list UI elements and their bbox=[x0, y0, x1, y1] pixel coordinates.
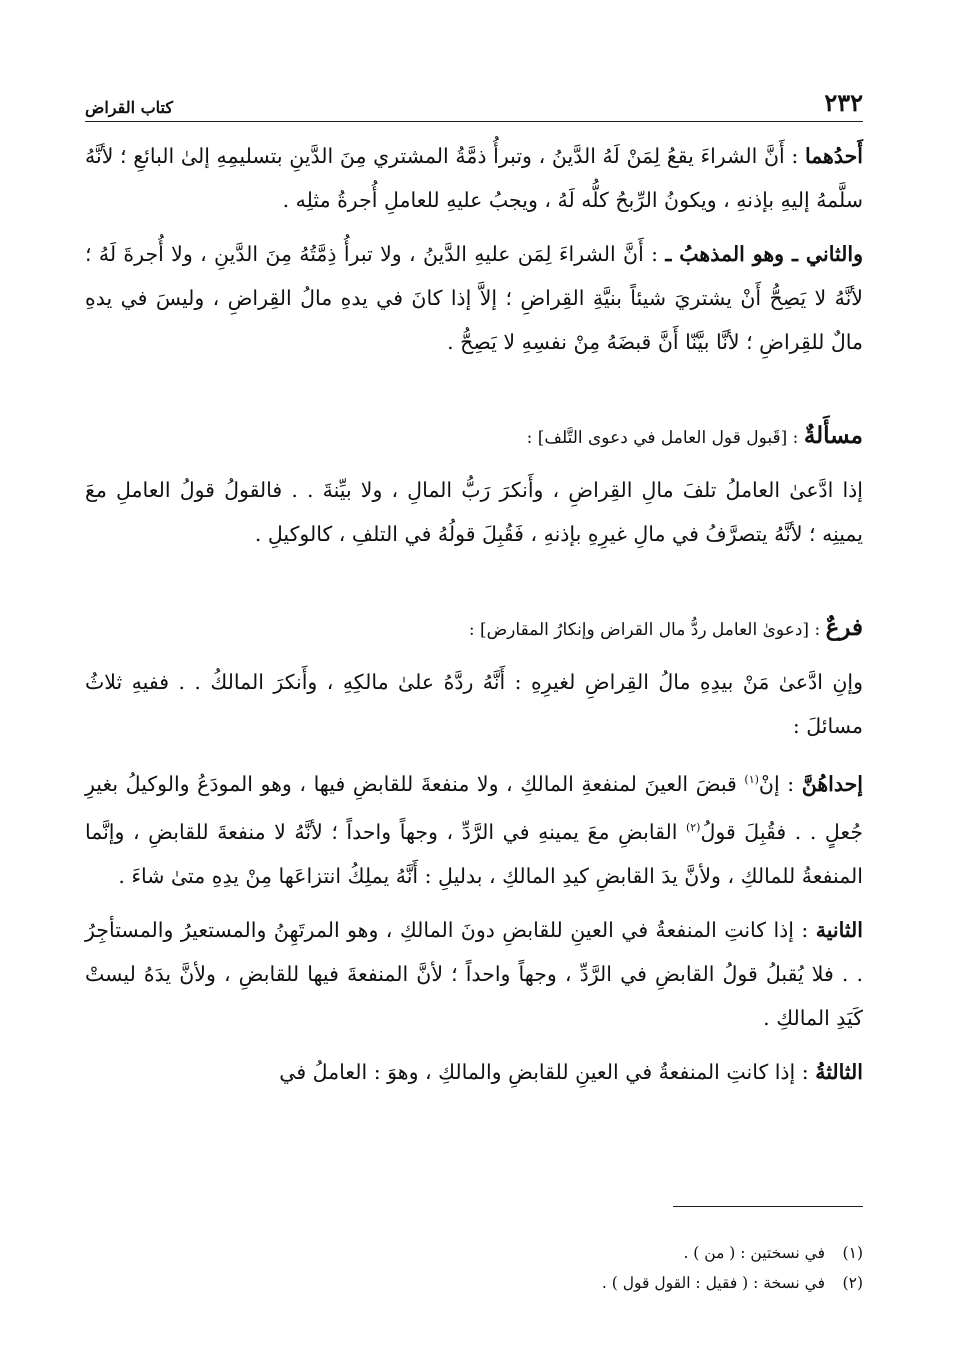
heading-title: : [قَبول قول العامل في دعوى التَّلف] : bbox=[526, 428, 804, 448]
paragraph-case-one bbox=[85, 758, 863, 898]
footnote-ref[interactable]: (١) bbox=[744, 773, 759, 786]
footnote-number: (١) bbox=[842, 1244, 863, 1262]
paragraph-text: وإنِ ادَّعىٰ مَنْ بيدِهِ مالُ القِراضِ لغيرِهِ : أَنَّهُ ردَّهُ علىٰ مالكِهِ ، وأَنكرَ المالكُ . . ففيهِ ثلاثُ مسائلَ : bbox=[85, 670, 863, 738]
running-head: كتاب القراض bbox=[85, 98, 173, 117]
paragraph-second-opinion bbox=[85, 232, 863, 364]
paragraph-lead: إحداهُنَّ bbox=[801, 771, 863, 796]
heading-keyword: فرعٌ bbox=[825, 614, 863, 641]
paragraph-text: : إذا كانتِ المنفعةُ في العينِ للقابضِ دونَ المالكِ ، وهو المرتَهِنُ والمستعيرُ والمستأجِرُ . . فلا يُقبلُ قولُ القابضِ في الرَّدِّ ، وجهاً واحداً ؛ لأنَّ المنفعةَ فيها للقابضِ ، ولأنَّ يدَهُ ليستْ كَيَدِ المالكِ . bbox=[85, 917, 863, 1030]
section-gap bbox=[85, 566, 863, 606]
paragraph-text: : أَنَّ الشراءَ يقعُ لِمَنْ لَهُ الدَّينُ ، وتبرأُ ذمَّةُ المشتري مِنَ الدَّينِ بتسليمِهِ إلىٰ البائعِ ؛ لأنَّهُ سلَّمهُ إليهِ بإذنهِ ، ويكونُ الرِّبحُ كلُّه لَهُ ، ويجبُ عليهِ للعاملِ أُجرةُ مثلِه . bbox=[85, 144, 863, 212]
paragraph-loss-claim bbox=[85, 468, 863, 556]
paragraph-lead: الثالثةُ bbox=[815, 1059, 863, 1084]
paragraph-text: إذا ادَّعىٰ العاملُ تلفَ مالِ القِراضِ ، وأَنكرَ رَبُّ المالِ ، ولا بيِّنةَ . . فالقولُ قولُ العاملِ معَ يمينِه ؛ لأنَّهُ يتصرَّفُ في مالِ غيرِهِ بإذنهِ ، فَقُبِلَ قولُهُ في التلفِ ، كالوكيلِ . bbox=[85, 478, 863, 546]
paragraph-case-three bbox=[85, 1050, 863, 1094]
footnote-ref[interactable]: (٢) bbox=[685, 820, 701, 834]
footnote-number: (٢) bbox=[842, 1274, 863, 1292]
paragraph-first-opinion bbox=[85, 134, 863, 222]
page bbox=[85, 78, 863, 1338]
main-text bbox=[85, 134, 863, 1104]
heading-title: : [دعوىٰ العامل ردُّ مال القراض وإنكارُ المقارض] : bbox=[468, 620, 826, 640]
paragraph-lead: والثاني ـ وهو المذهبُ ـ bbox=[665, 242, 863, 266]
page-header bbox=[85, 78, 863, 122]
paragraph-text: القابضِ معَ يمينهِ في الرَّدِّ ، وجهاً واحداً ؛ لأنَّهُ لا منفعةَ للقابضِ ، وإنَّما المنفعةُ للمالكِ ، ولأنَّ يدَ القابضِ كيدِ المالكِ ، بدليلِ : أَنَّهُ يملِكُ انتزاعَها مِنْ يدِهِ متىٰ شاءَ . bbox=[85, 819, 863, 888]
footnote-item bbox=[85, 1238, 863, 1268]
page-number: ٢٣٢ bbox=[824, 88, 863, 117]
paragraph-lead: أَحدُهما bbox=[804, 144, 863, 168]
paragraph-text: : إنْ bbox=[758, 771, 802, 796]
paragraph-case-two bbox=[85, 908, 863, 1040]
section-heading-masala bbox=[85, 414, 863, 460]
footnote-text: في نسخة : ( فقيل : القول قول ) . bbox=[601, 1274, 825, 1292]
section-heading-far bbox=[85, 606, 863, 652]
paragraph-text: : أَنَّ الشراءَ لِمَن عليهِ الدَّينُ ، ولا تبرأُ ذِمَّتُهُ مِنَ الدَّينِ ، ولا أُجرةَ لَهُ ؛ لأنَّهُ لا يَصِحُّ أَنْ يشتريَ شيئاً بنيَّةِ القِراضِ ؛ إلاَّ إذا كانَ في يدهِ مالُ القِراضِ ، وليسَ في يدهِ مالٌ للقِراضِ ؛ لأنَّا بيَّنّا أَنَّ قبضَهُ مِنْ نفسِهِ لا يَصِحُّ . bbox=[85, 242, 863, 354]
heading-keyword: مسأَلةٌ bbox=[803, 422, 863, 449]
footnote-divider bbox=[673, 1206, 863, 1207]
paragraph-lead: الثانية bbox=[815, 917, 863, 942]
footnote-item bbox=[85, 1268, 863, 1298]
paragraph-text: : إذا كانتِ المنفعةُ في العينِ للقابضِ والمالكِ ، وهوَ : العاملُ في bbox=[279, 1059, 816, 1084]
section-gap bbox=[85, 374, 863, 414]
footnotes bbox=[85, 1238, 863, 1298]
footnote-text: في نسختين : ( من ) . bbox=[683, 1244, 825, 1262]
paragraph-return-claim bbox=[85, 660, 863, 748]
paragraph-text: قبضَ العينَ لمنفعةِ المالكِ ، ولا منفعةَ للقابضِ فيها ، وهو المودَعُ والوكيلُ بغيرِ جُعلٍ . . فقُبِلَ قولُ bbox=[85, 771, 863, 844]
